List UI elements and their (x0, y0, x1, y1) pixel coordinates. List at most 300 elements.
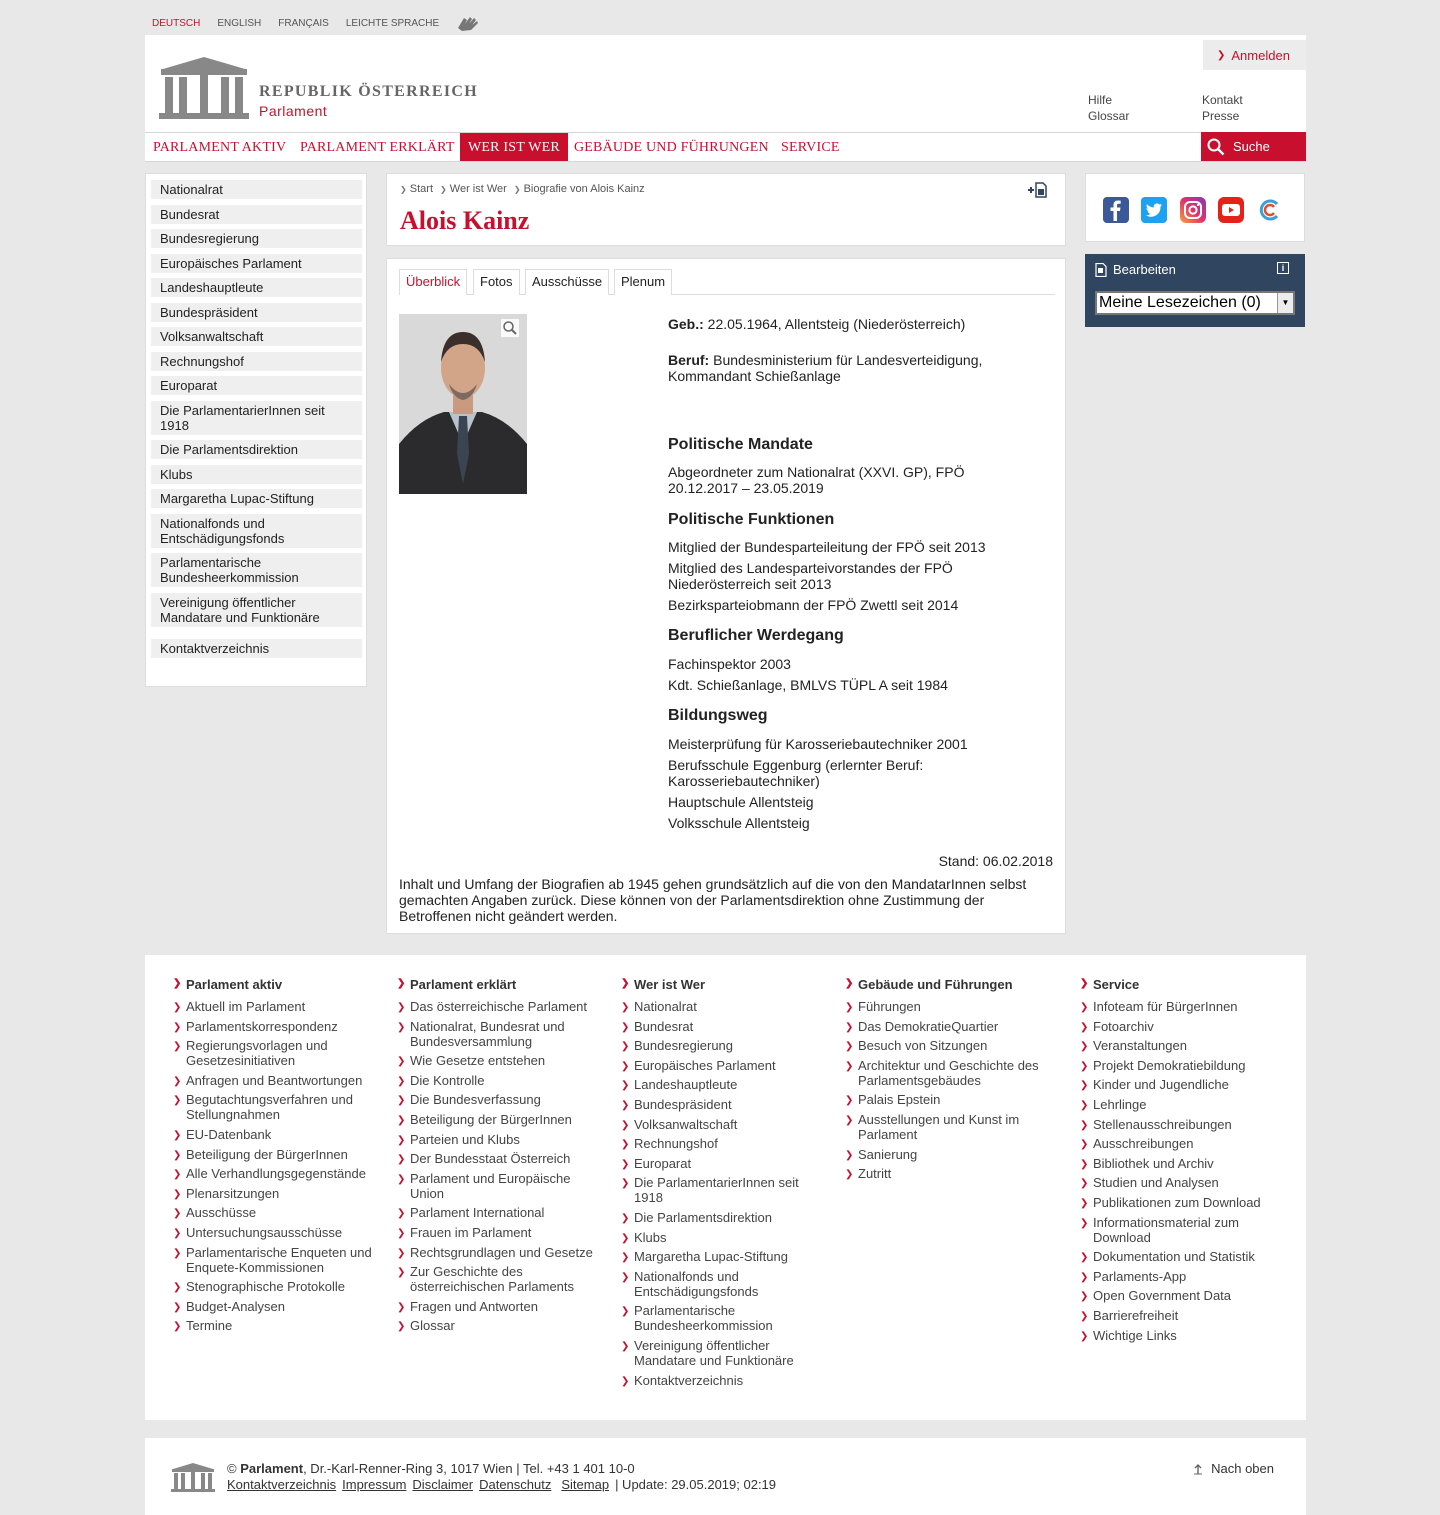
chevron-right-icon: ❯ (621, 1232, 630, 1244)
lang-english[interactable]: ENGLISH (217, 17, 262, 29)
chevron-right-icon: ❯ (173, 1095, 182, 1107)
section-heading-mandate: Politische Mandate (668, 436, 813, 453)
footer-link-label: Publikationen zum Download (1093, 1194, 1261, 1210)
footer-link[interactable] (845, 1019, 1045, 1034)
footer-link-label: Besuch von Sitzungen (858, 1038, 988, 1054)
footer-link[interactable] (621, 1117, 821, 1132)
job-value-line2: Kommandant Schießanlage (668, 368, 841, 384)
chevron-right-icon: ❯ (1217, 49, 1226, 61)
chevron-right-icon: ❯ (173, 1247, 182, 1259)
footer-heading[interactable] (397, 977, 597, 992)
chevron-right-icon: ❯ (621, 978, 630, 989)
contact-link[interactable]: Kontakt (1202, 93, 1243, 107)
footer-link[interactable] (173, 1299, 373, 1314)
chevron-right-icon: ❯ (1080, 1158, 1089, 1170)
chevron-right-icon: ❯ (845, 1041, 854, 1053)
social-links (1085, 173, 1305, 242)
chevron-right-icon: ❯ (397, 1173, 406, 1185)
footer-link-label: Wichtige Links (1093, 1327, 1177, 1343)
footer-link-label: Volksanwaltschaft (634, 1116, 738, 1132)
sidebar-item-nationalfonds[interactable]: Nationalfonds und Entschädigungsfonds (151, 514, 362, 548)
footer-link[interactable] (1080, 1038, 1280, 1053)
chevron-right-icon: ❯ (1080, 1041, 1089, 1053)
edit-label: Bearbeiten (1113, 262, 1176, 277)
footer-link[interactable] (1080, 1195, 1280, 1210)
chevron-right-icon: ❯ (621, 1021, 630, 1033)
footer-link[interactable] (173, 1318, 373, 1333)
chevron-right-icon: ❯ (397, 1021, 406, 1033)
footer-link[interactable] (621, 1077, 821, 1092)
chevron-right-icon: ❯ (397, 1075, 406, 1087)
footer-link[interactable] (621, 1175, 821, 1205)
job-value-line1: Bundesministerium für Landesverteidigung, (713, 352, 983, 368)
back-to-top-label: Nach oben (1211, 1461, 1274, 1476)
footer-link[interactable] (173, 1127, 373, 1142)
sidebar-item-europarat[interactable]: Europarat (151, 376, 362, 395)
bio-job (668, 352, 982, 384)
chevron-right-icon: ❯ (397, 1056, 406, 1068)
footer-link-impressum[interactable]: Impressum (342, 1477, 407, 1492)
footer-link-label: Dokumentation und Statistik (1093, 1249, 1255, 1265)
footer-link[interactable] (621, 1058, 821, 1073)
chevron-right-icon: ❯ (845, 978, 854, 989)
footer-link-label: Ausschreibungen (1093, 1136, 1194, 1152)
footer-link-label: Margaretha Lupac-Stiftung (634, 1249, 788, 1265)
search-icon (1207, 138, 1225, 156)
sidebar-item-rechnungshof[interactable]: Rechnungshof (151, 352, 362, 371)
chevron-right-icon: ❯ (173, 1227, 182, 1239)
funktion-item: Bezirksparteiobmann der FPÖ Zwettl seit 2014 (668, 597, 959, 613)
parliament-logo[interactable] (159, 55, 249, 119)
footer-link[interactable] (621, 1038, 821, 1053)
footer-link-disclaimer[interactable]: Disclaimer (412, 1477, 474, 1492)
footer-link[interactable] (1080, 1269, 1280, 1284)
footer-link-label: Parlamentarische Enqueten und Enquete-Kommissionen (186, 1244, 372, 1275)
chevron-right-icon: ❯ (845, 1169, 854, 1181)
nav-parlament-aktiv[interactable]: PARLAMENT AKTIV (153, 140, 287, 155)
footer-link[interactable] (397, 1151, 597, 1166)
lang-deutsch[interactable]: DEUTSCH (152, 17, 201, 29)
chevron-right-icon: ❯ (173, 1075, 182, 1087)
bildung-item: Berufsschule Eggenburg (erlernter Beruf: Karosseriebautechniker) (668, 757, 924, 789)
footer-link-label: Ausstellungen und Kunst im Parlament (858, 1111, 1020, 1142)
footer-link-label: Bundesrat (634, 1018, 694, 1034)
werdegang-item: Fachinspektor 2003 (668, 656, 791, 672)
facebook-icon[interactable] (1103, 197, 1129, 223)
twitter-icon[interactable] (1141, 197, 1167, 223)
footer-link[interactable] (845, 1038, 1045, 1053)
footer-link[interactable] (1080, 1308, 1280, 1323)
footer-link-label: Lehrlinge (1093, 1096, 1147, 1112)
breadcrumb-start[interactable]: ❯ Start (400, 183, 433, 195)
footer-link[interactable] (397, 1053, 597, 1068)
footer-link-label: Die Bundesverfassung (410, 1092, 541, 1108)
footer-link-label: Plenarsitzungen (186, 1185, 280, 1201)
bookmarks-select[interactable] (1095, 291, 1295, 315)
brand-subtitle: Parlament (259, 103, 328, 119)
footer-link-label: Landeshauptleute (634, 1077, 738, 1093)
sidebar-item-volksanwaltschaft[interactable]: Volksanwaltschaft (151, 327, 362, 346)
footer-link[interactable] (1080, 1136, 1280, 1151)
brand-title: REPUBLIK ÖSTERREICH (259, 83, 478, 100)
footer-link[interactable] (397, 1132, 597, 1147)
sidebar-item-landeshauptleute[interactable]: Landeshauptleute (151, 278, 362, 297)
footer-link-label: Stenographische Protokolle (186, 1279, 345, 1295)
parliament-logo-small (171, 1462, 215, 1492)
footer-link[interactable] (173, 1225, 373, 1240)
footer-heading[interactable] (621, 977, 821, 992)
footer-link[interactable] (1080, 1215, 1280, 1245)
chevron-right-icon: ❯ (845, 1002, 854, 1013)
footer-link[interactable] (397, 1073, 597, 1088)
chevron-right-icon: ❯ (1080, 1002, 1089, 1013)
footer-link-label: Der Bundesstaat Österreich (410, 1151, 571, 1167)
chevron-right-icon: ❯ (1080, 1178, 1089, 1190)
footer-link-label: Studien und Analysen (1093, 1175, 1219, 1191)
lang-francais[interactable]: FRANÇAIS (278, 17, 329, 29)
tab-plenum[interactable]: Plenum (614, 269, 672, 295)
footer-link-label: Veranstaltungen (1093, 1038, 1187, 1054)
chevron-right-icon: ❯ (397, 1134, 406, 1146)
chevron-right-icon: ❯ (173, 978, 182, 989)
chevron-right-icon: ❯ (621, 1340, 630, 1352)
sidebar-item-parlamentarierinnen[interactable]: Die ParlamentarierInnen seit 1918 (151, 401, 362, 435)
footer-link[interactable] (621, 1097, 821, 1112)
footer-link[interactable] (621, 1230, 821, 1245)
footer-link[interactable] (621, 999, 821, 1014)
footer-column-parlament-erklaert (397, 977, 597, 1338)
chevron-right-icon: ❯ (1080, 1252, 1089, 1264)
chevron-right-icon: ❯ (173, 1129, 182, 1141)
footer-link-label: Frauen im Parlament (410, 1224, 532, 1240)
zoom-icon[interactable] (501, 319, 519, 337)
sidebar-item-kontaktverzeichnis[interactable]: Kontaktverzeichnis (151, 639, 362, 658)
lang-leichte-sprache[interactable]: LEICHTE SPRACHE (345, 17, 440, 29)
chevron-right-icon: ❯ (621, 1060, 630, 1072)
footer-link-label: Klubs (634, 1229, 667, 1245)
footer-link[interactable] (845, 1166, 1045, 1181)
footer-link[interactable] (173, 1279, 373, 1294)
footer-link-label: Parlamentarische Bundesheerkommission (634, 1303, 773, 1334)
breadcrumb-current: ❯ Biografie von Alois Kainz (513, 183, 645, 195)
bookmark-panel (1085, 254, 1305, 327)
footer-link[interactable] (173, 1147, 373, 1162)
search-label: Suche (1233, 139, 1270, 154)
footer-link[interactable] (621, 1373, 821, 1388)
chevron-right-icon: ❯ (621, 1041, 630, 1053)
nav-wer-ist-wer[interactable]: WER IST WER (460, 133, 568, 161)
footer-link[interactable] (621, 1249, 821, 1264)
footer-link-label: Europäisches Parlament (634, 1057, 776, 1073)
footer-column-gebaeude (845, 977, 1045, 1186)
job-label: Beruf: (668, 352, 710, 368)
tab-ausschuesse[interactable]: Ausschüsse (525, 269, 609, 295)
glossary-link[interactable]: Glossar (1088, 109, 1130, 123)
footer-link[interactable] (1080, 1058, 1280, 1073)
tab-ueberblick[interactable]: Überblick (399, 269, 467, 295)
footer-link-label: Nationalfonds und Entschädigungsfonds (634, 1268, 759, 1299)
footer-link[interactable] (397, 1245, 597, 1260)
chevron-right-icon: ❯ (845, 1114, 854, 1126)
footer-link-label: Glossar (410, 1318, 455, 1334)
tab-fotos[interactable]: Fotos (473, 269, 520, 295)
sign-language-icon[interactable] (456, 14, 482, 32)
chevron-right-icon: ❯ (1080, 1217, 1089, 1229)
chevron-right-icon: ❯ (1080, 1291, 1089, 1303)
footer-link-label: Beteiligung der BürgerInnen (186, 1146, 348, 1162)
footer-link[interactable] (173, 999, 373, 1014)
footer-link-label: Anfragen und Beantwortungen (186, 1072, 363, 1088)
chevron-down-icon: ▼ (1277, 293, 1293, 313)
sidebar-item-parlamentsdirektion[interactable]: Die Parlamentsdirektion (151, 440, 362, 459)
footer-link-label: Parlament International (410, 1205, 545, 1221)
footer-link[interactable] (173, 1038, 373, 1068)
footer-link-label: Die Kontrolle (410, 1072, 485, 1088)
born-value: 22.05.1964, Allentsteig (Niederösterreich) (707, 316, 966, 332)
sidebar-item-nationalrat[interactable]: Nationalrat (151, 180, 362, 199)
sidebar-item-europaeisches-parlament[interactable]: Europäisches Parlament (151, 254, 362, 273)
footer-heading[interactable] (173, 977, 373, 992)
chevron-right-icon: ❯ (621, 1375, 630, 1387)
footer-link[interactable] (1080, 1117, 1280, 1132)
footer-link[interactable] (1080, 1077, 1280, 1092)
footer-link[interactable] (845, 1058, 1045, 1088)
instagram-icon[interactable] (1180, 197, 1206, 223)
chevron-right-icon: ❯ (1080, 1310, 1089, 1322)
footer-link-label: Infoteam für BürgerInnen (1093, 999, 1238, 1014)
footer-link-kontaktverzeichnis[interactable]: Kontaktverzeichnis (227, 1477, 337, 1492)
chevron-right-icon: ❯ (173, 1301, 182, 1313)
chevron-right-icon: ❯ (845, 1060, 854, 1072)
footer-heading-label: Parlament erklärt (410, 977, 517, 992)
footer-link[interactable] (397, 1205, 597, 1220)
footer-link[interactable] (845, 999, 1045, 1014)
born-label: Geb.: (668, 316, 704, 332)
page-title: Alois Kainz (400, 206, 530, 235)
chevron-right-icon: ❯ (1080, 1139, 1089, 1151)
footer-link[interactable] (621, 1156, 821, 1171)
footer-link[interactable] (173, 1073, 373, 1088)
footer-link-label: Termine (186, 1318, 233, 1334)
breadcrumb (400, 183, 645, 195)
footer-link-label: Rechnungshof (634, 1136, 718, 1152)
chevron-right-icon: ❯ (845, 1095, 854, 1107)
chevron-right-icon: ❯ (397, 1227, 406, 1239)
footer-link-label: Barrierefreiheit (1093, 1307, 1179, 1323)
portrait-photo[interactable] (399, 314, 527, 494)
login-button[interactable] (1203, 40, 1306, 70)
footer-link-label: Fragen und Antworten (410, 1298, 538, 1314)
chevron-right-icon: ❯ (1080, 1080, 1089, 1092)
chevron-right-icon: ❯ (1080, 1119, 1089, 1131)
footer-link-label: Informationsmaterial zum Download (1093, 1214, 1239, 1245)
footer-link-label: Das DemokratieQuartier (858, 1018, 999, 1034)
bookmarks-select-value: Meine Lesezeichen (0) (1099, 294, 1261, 311)
chevron-right-icon: ❯ (621, 1271, 630, 1283)
press-link[interactable]: Presse (1202, 109, 1240, 123)
footer-link-label: Fotoarchiv (1093, 1018, 1154, 1034)
tab-bar (399, 269, 1055, 295)
footer-copyright-name: Parlament (240, 1461, 304, 1476)
mandate-item: Abgeordneter zum Nationalrat (XXVI. GP), FPÖ 20.12.2017 – 23.05.2019 (668, 464, 965, 496)
sidebar-item-bundespraesident[interactable]: Bundespräsident (151, 303, 362, 322)
language-bar (152, 14, 482, 32)
footer-link-label: Vereinigung öffentlicher Mandatare und Funktionäre (634, 1337, 794, 1368)
footer-update: | Update: 29.05.2019; 02:19 (615, 1477, 777, 1492)
chevron-right-icon: ❯ (1080, 1197, 1089, 1209)
footer-link[interactable] (845, 1092, 1045, 1107)
footer-link-label: Stellenausschreibungen (1093, 1116, 1232, 1132)
help-link[interactable]: Hilfe (1088, 93, 1113, 107)
footer-link[interactable] (621, 1210, 821, 1225)
header-links-right (1202, 92, 1243, 124)
chevron-right-icon: ❯ (397, 1095, 406, 1107)
chevron-right-icon: ❯ (1080, 1330, 1089, 1342)
footer-link-datenschutz[interactable]: Datenschutz (479, 1477, 552, 1492)
footer-link-label: Parlaments-App (1093, 1268, 1187, 1284)
chevron-right-icon: ❯ (1080, 1099, 1089, 1111)
main-navigation (145, 132, 1306, 162)
footer-link-label: Kinder und Jugendliche (1093, 1077, 1229, 1093)
sidebar-item-bundesheerkommission[interactable]: Parlamentarische Bundesheerkommission (151, 553, 362, 587)
footer-link-label: Architektur und Geschichte des Parlamentsgebäudes (858, 1057, 1039, 1088)
chevron-right-icon: ❯ (173, 1169, 182, 1181)
footer-link-label: Bundesregierung (634, 1038, 734, 1054)
bio-disclaimer: Inhalt und Umfang der Biografien ab 1945 gehen grundsätzlich auf die von den MandatarInnen selbst gemachten Angaben zurück. Diese können von der Parlamentsdirektion ohne Zustimmung der Betroffenen nicht geändert werden. (399, 876, 1027, 924)
footer-link[interactable] (1080, 1175, 1280, 1190)
footer-link[interactable] (1080, 999, 1280, 1014)
footer-link-label: Beteiligung der BürgerInnen (410, 1111, 572, 1127)
footer-link-label: Palais Epstein (858, 1092, 941, 1108)
sidebar-nav (145, 173, 367, 687)
sidebar-item-bundesrat[interactable]: Bundesrat (151, 205, 362, 224)
chevron-right-icon: ❯ (397, 1247, 406, 1259)
bildung-item: Meisterprüfung für Karosseriebautechniker 2001 (668, 736, 968, 752)
footer-heading[interactable] (1080, 977, 1280, 992)
section-heading-funktionen: Politische Funktionen (668, 511, 835, 528)
section-heading-bildungsweg: Bildungsweg (668, 707, 768, 724)
chevron-right-icon: ❯ (621, 1139, 630, 1151)
footer-link-label: Parlament und Europäische Union (410, 1170, 571, 1201)
site-header (145, 35, 1306, 132)
footer-link-label: Europarat (634, 1155, 692, 1171)
funktion-item: Mitglied des Landesparteivorstandes der FPÖ Niederösterreich seit 2013 (668, 560, 953, 592)
footer-link[interactable] (397, 1264, 597, 1294)
sidebar-item-vereinigung[interactable]: Vereinigung öffentlicher Mandatare und Funktionäre (151, 593, 362, 627)
footer-link[interactable] (173, 1245, 373, 1275)
footer-link[interactable] (397, 1112, 597, 1127)
footer-link-label: Alle Verhandlungsgegenstände (186, 1166, 366, 1182)
bookmark-icon (1095, 263, 1107, 277)
chevron-right-icon: ❯ (397, 1208, 406, 1220)
chevron-right-icon: ❯ (621, 1252, 630, 1264)
header-links-left (1088, 92, 1129, 124)
footer-link-label: Rechtsgrundlagen und Gesetze (410, 1244, 593, 1260)
footer-link[interactable] (397, 1318, 597, 1333)
youtube-icon[interactable] (1218, 197, 1244, 223)
footer-link[interactable] (621, 1269, 821, 1299)
footer-link[interactable] (397, 1171, 597, 1201)
footer-link[interactable] (845, 1112, 1045, 1142)
chevron-right-icon: ❯ (173, 1021, 182, 1033)
edit-header[interactable] (1095, 262, 1176, 277)
footer-link[interactable] (173, 1092, 373, 1122)
footer-link[interactable] (173, 1186, 373, 1201)
bookmark-add-icon[interactable] (1025, 182, 1047, 198)
footer-link[interactable] (173, 1205, 373, 1220)
footer-link-sitemap[interactable]: Sitemap (561, 1477, 610, 1492)
chevron-right-icon: ❯ (173, 1188, 182, 1200)
footer-heading[interactable] (845, 977, 1045, 992)
footer-link[interactable] (1080, 1288, 1280, 1303)
footer-link-label: Parlamentskorrespondenz (186, 1018, 338, 1034)
chevron-right-icon: ❯ (845, 1021, 854, 1033)
footer-link[interactable] (621, 1303, 821, 1333)
footer-link[interactable] (1080, 1097, 1280, 1112)
footer-link[interactable] (1080, 1156, 1280, 1171)
footer-address-text: , Dr.-Karl-Renner-Ring 3, 1017 Wien | Tel. +43 1 401 10-0 (303, 1461, 635, 1476)
nav-parlament-erklaert[interactable]: PARLAMENT ERKLÄRT (300, 140, 455, 155)
footer-link[interactable] (1080, 1328, 1280, 1343)
footer-link[interactable] (173, 1166, 373, 1181)
footer-link[interactable] (397, 1019, 597, 1049)
sidebar-item-lupac-stiftung[interactable]: Margaretha Lupac-Stiftung (151, 489, 362, 508)
footer-link[interactable] (397, 1299, 597, 1314)
footer-link-label: Sanierung (858, 1146, 918, 1162)
bildung-item: Hauptschule Allentsteig (668, 794, 814, 810)
breadcrumb-wer-ist-wer[interactable]: ❯ Wer ist Wer (440, 183, 507, 195)
footer-link[interactable] (397, 1092, 597, 1107)
footer-link[interactable] (621, 1338, 821, 1368)
footer-link[interactable] (621, 1019, 821, 1034)
footer-link-label: Begutachtungsverfahren und Stellungnahmen (186, 1092, 353, 1123)
sidebar-item-klubs[interactable]: Klubs (151, 465, 362, 484)
footer-link-label: Die ParlamentarierInnen seit 1918 (634, 1175, 799, 1206)
footer-link[interactable] (1080, 1249, 1280, 1264)
footer-link[interactable] (1080, 1019, 1280, 1034)
footer-link-label: EU-Datenbank (186, 1126, 272, 1142)
page-footer (145, 1438, 1306, 1515)
footer-column-wer-ist-wer (621, 977, 821, 1392)
funktion-item: Mitglied der Bundesparteileitung der FPÖ seit 2013 (668, 539, 986, 555)
footer-link[interactable] (397, 1225, 597, 1240)
footer-link[interactable] (397, 999, 597, 1014)
footer-links (227, 1477, 776, 1492)
nav-gebaeude-fuehrungen[interactable]: GEBÄUDE UND FÜHRUNGEN (574, 140, 769, 155)
sidebar-item-bundesregierung[interactable]: Bundesregierung (151, 229, 362, 248)
bio-born (668, 316, 965, 332)
chevron-right-icon: ❯ (173, 1282, 182, 1294)
arrow-up-icon (1193, 1463, 1203, 1475)
info-icon[interactable]: i (1277, 262, 1289, 274)
footer-link[interactable] (845, 1147, 1045, 1162)
chevron-right-icon: ❯ (1080, 978, 1089, 989)
footer-link-label: Untersuchungsausschüsse (186, 1224, 343, 1240)
footer-link-label: Zutritt (858, 1166, 892, 1182)
open-data-icon[interactable] (1257, 197, 1283, 223)
section-heading-werdegang: Beruflicher Werdegang (668, 627, 844, 644)
footer-link[interactable] (621, 1136, 821, 1151)
chevron-right-icon: ❯ (621, 1099, 630, 1111)
chevron-right-icon: ❯ (621, 1080, 630, 1092)
footer-link-label: Aktuell im Parlament (186, 999, 306, 1014)
nav-service[interactable]: SERVICE (781, 140, 840, 155)
footer-link-label: Bundespräsident (634, 1096, 732, 1112)
back-to-top-link[interactable] (1193, 1461, 1274, 1476)
footer-link[interactable] (173, 1019, 373, 1034)
search-button[interactable] (1201, 132, 1306, 161)
chevron-right-icon: ❯ (173, 1149, 182, 1161)
